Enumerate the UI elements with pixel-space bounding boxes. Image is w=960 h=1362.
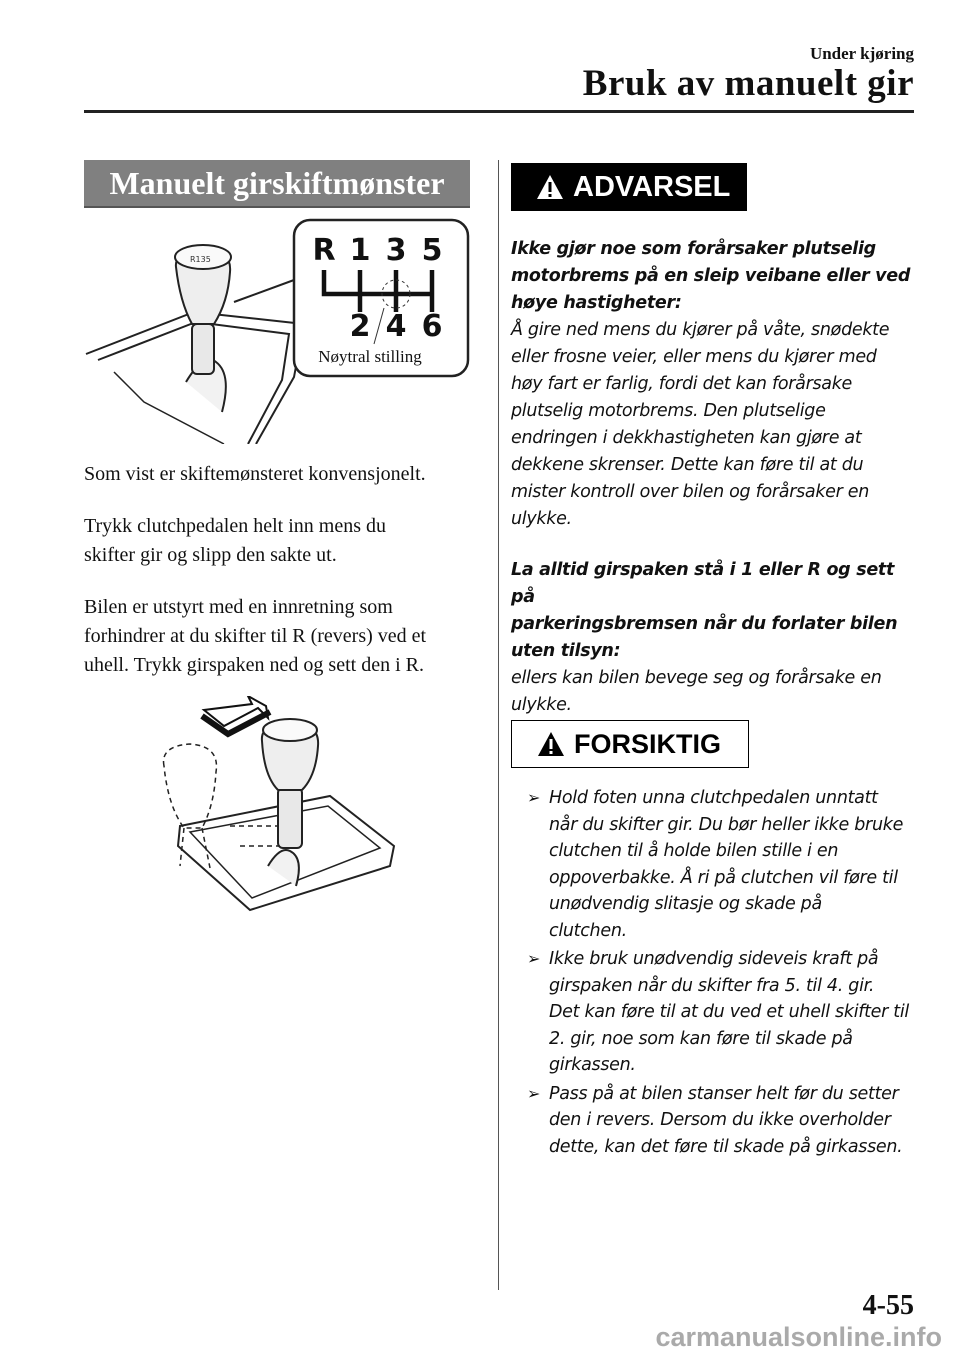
gear-5-label: 5 xyxy=(421,233,443,268)
arrow-bullet-icon: ➢ xyxy=(527,788,541,807)
section-title-text: Manuelt girskiftmønster xyxy=(109,164,445,201)
warning-line: mister kontroll over bilen og forårsaker en xyxy=(511,482,870,502)
gear-4-label: 4 xyxy=(385,309,407,344)
watermark: carmanualsonline.info xyxy=(655,1322,942,1352)
warning-text-1 xyxy=(511,236,921,533)
reverse-line-1: Bilen er utstyrt med en innretning som xyxy=(84,596,393,618)
caution-item xyxy=(527,1081,922,1161)
intro-paragraph xyxy=(84,460,484,489)
chapter-title: Under kjøring xyxy=(809,44,914,63)
reverse-paragraph xyxy=(84,593,484,680)
caution-line: den i revers. Dersom du ikke overholder xyxy=(549,1110,891,1130)
caution-line: oppoverbakke. Å ri på clutchen vil føre til xyxy=(549,867,898,888)
gear-6-label: 6 xyxy=(421,309,443,344)
warning-label xyxy=(511,163,747,211)
caution-line: når du skifter gir. Du bør heller ikke bruke xyxy=(549,814,904,835)
clutch-line-2: skifter gir og slipp den sakte ut. xyxy=(84,544,337,566)
warning-triangle-icon xyxy=(535,173,565,201)
caution-item xyxy=(527,946,922,1079)
warning-line: plutselig motorbrems. Den plutselige xyxy=(511,401,826,421)
caution-line: Det kan føre til at du ved et uhell skifter til xyxy=(549,1002,909,1022)
warning-text-2 xyxy=(511,557,921,719)
warning-line: ulykke. xyxy=(511,695,572,715)
svg-text:R135: R135 xyxy=(190,255,211,264)
caution-label-text: FORSIKTIG xyxy=(574,728,721,759)
caution-line: clutchen. xyxy=(549,920,627,941)
caution-label xyxy=(511,720,749,768)
warning-bold-line: høye hastigheter: xyxy=(511,293,682,313)
caution-line: Hold foten unna clutchpedalen unntatt xyxy=(549,788,878,808)
warning-line: Å gire ned mens du kjører på våte, snødekte xyxy=(511,320,890,340)
caution-line: unødvendig slitasje og skade på xyxy=(549,894,822,914)
caution-line: clutchen til å holde bilen stille i en xyxy=(549,841,839,861)
warning-line: endringen i dekkhastigheten kan gjøre at xyxy=(511,428,862,448)
column-divider xyxy=(498,160,499,1290)
gear-1-label: 1 xyxy=(349,233,371,268)
caution-line: Ikke bruk unødvendig sideveis kraft på xyxy=(549,949,879,969)
warning-bold-line: motorbrems på en sleip veibane eller ved xyxy=(511,266,911,286)
warning-line: eller frosne veier, eller mens du kjører med xyxy=(511,347,877,367)
pattern-text: Som vist er skiftemønsteret konvensjonelt. xyxy=(84,463,426,485)
section-title xyxy=(84,160,470,208)
warning-line: høy fart er farlig, fordi det kan forårsake xyxy=(511,374,853,394)
reverse-line-3: uhell. Trykk girspaken ned og sett den i R. xyxy=(84,654,424,676)
page-title: Bruk av manuelt gir xyxy=(582,63,914,104)
clutch-paragraph xyxy=(84,512,484,570)
caution-item xyxy=(527,785,922,944)
warning-label-text: ADVARSEL xyxy=(573,170,731,203)
warning-bold-line: Ikke gjør noe som forårsaker plutselig xyxy=(511,239,876,259)
warning-line: dekkene skrenser. Dette kan føre til at du xyxy=(511,455,864,475)
clutch-line-1: Trykk clutchpedalen helt inn mens du xyxy=(84,515,386,537)
caution-list xyxy=(527,785,922,1162)
gear-2-label: 2 xyxy=(349,309,371,344)
caution-line: dette, kan det føre til skade på girkassen. xyxy=(549,1136,903,1157)
reverse-line-2: forhindrer at du skifter til R (revers) ved et xyxy=(84,625,427,647)
warning-bold-line: uten tilsyn: xyxy=(511,641,621,661)
caution-line: girspaken når du skifter fra 5. til 4. gir. xyxy=(549,975,875,996)
arrow-bullet-icon: ➢ xyxy=(527,1083,541,1103)
warning-bold-line: La alltid girspaken stå i 1 eller R og sett på xyxy=(511,560,895,607)
neutral-position-label: Nøytral stilling xyxy=(318,347,422,366)
caution-line: Pass på at bilen stanser helt før du setter xyxy=(549,1083,899,1104)
gear-pattern-figure xyxy=(84,212,474,444)
warning-bold-line: parkeringsbremsen når du forlater bilen xyxy=(511,614,898,634)
caution-triangle-icon xyxy=(536,730,566,758)
caution-line: girkassen. xyxy=(549,1055,636,1075)
arrow-bullet-icon: ➢ xyxy=(527,949,541,968)
gear-3-label: 3 xyxy=(385,233,407,268)
warning-line: ellers kan bilen bevege seg og forårsake en xyxy=(511,668,882,688)
caution-line: 2. gir, noe som kan føre til skade på xyxy=(549,1028,853,1049)
gear-r-label: R xyxy=(312,233,336,268)
reverse-shift-figure xyxy=(140,696,410,928)
header-rule xyxy=(84,110,914,113)
warning-line: ulykke. xyxy=(511,509,572,529)
page-number: 4-55 xyxy=(862,1290,914,1321)
